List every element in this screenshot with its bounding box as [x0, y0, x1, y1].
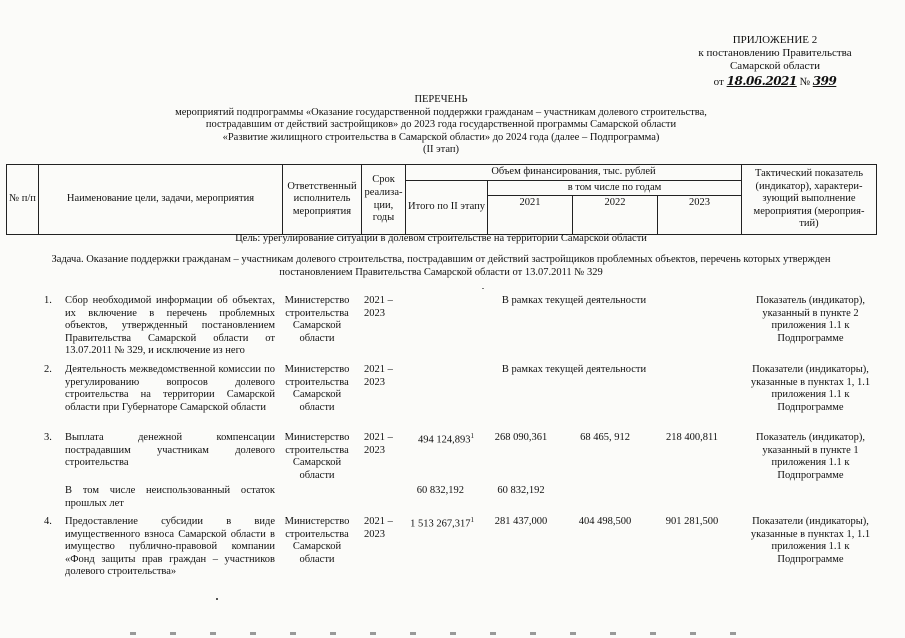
row-name: Предоставление субсидии в виде имущественного взноса Самарской области в имущество публично-правовой компании «Фонд защиты прав граждан – участников долевого строительства» [65, 516, 275, 578]
header-indicator: Тактический показатель (индикатор), характери-зующий выполнение мероприятия (мероприя-тий) [742, 165, 877, 235]
header-executor: Ответственный исполнитель мероприятия [283, 165, 362, 235]
row-term: 2021 – 2023 [364, 295, 393, 319]
header-year-2023: 2023 [658, 196, 742, 235]
row-2022: 68 465, 912 [580, 432, 630, 443]
row-2021: 60 832,192 [497, 485, 545, 496]
row-2023: 901 281,500 [665, 516, 719, 527]
row-num: 1. [44, 295, 52, 306]
row-name: В том числе неиспользованный остаток прошлых лет [65, 485, 275, 509]
header-by-years: в том числе по годам [488, 180, 742, 196]
row-num: 3. [44, 432, 52, 443]
row-indicator: Показатель (индикатор), указанный в пункте 2 приложения 1.1 к Подпрограмме [756, 295, 865, 344]
document-title [6, 94, 876, 157]
scan-edge-artifact [130, 632, 750, 635]
goal-line: Цель: урегулирование ситуации в долевом строительстве на территории Самарской области [235, 233, 647, 244]
row-indicator: Показатели (индикаторы), указанные в пунктах 1, 1.1 приложения 1.1 к Подпрограмме [750, 364, 871, 413]
handwritten-date: 18.06.2021 [726, 73, 797, 88]
row-executor: Министерство строительства Самарской области [284, 364, 350, 413]
row-executor: Министерство строительства Самарской области [284, 295, 350, 344]
row-2022: 404 498,500 [578, 516, 632, 527]
row-term: 2021 – 2023 [364, 432, 393, 456]
row-total [398, 432, 474, 447]
row-indicator: Показатель (индикатор), указанный в пункте 1 приложения 1.1 к Подпрограмме [756, 432, 865, 481]
task-line-1: Задача. Оказание поддержки гражданам – участникам долевого строительства, пострадавшим от действий застройщиков проблемных объектов, перечень которых утвержден [51, 254, 831, 265]
task-line-2: постановлением Правительства Самарской области от 13.07.2011 № 329 [279, 266, 603, 278]
row-funding-note: В рамках текущей деятельности [501, 364, 647, 375]
row-name: Выплата денежной компенсации пострадавшим участникам долевого строительства [65, 432, 275, 469]
row-total-value: 1 513 267,317 [410, 518, 471, 530]
header-num: № п/п [7, 165, 39, 235]
row-total-value: 494 124,893 [418, 434, 471, 446]
row-funding-note: В рамках текущей деятельности [501, 295, 647, 306]
appendix-title: ПРИЛОЖЕНИЕ 2 [732, 34, 818, 46]
appendix-block [690, 34, 860, 89]
row-2021: 268 090,361 [494, 432, 548, 443]
scan-speck [482, 288, 484, 289]
scan-speck [216, 598, 218, 600]
appendix-resolution: к постановлению Правительства [698, 47, 852, 60]
row-total-footnote: 1 [470, 516, 474, 524]
row-total [398, 516, 474, 531]
header-year-2022: 2022 [573, 196, 658, 235]
title-line-3: «Развитие жилищного строительства в Самарской области» до 2024 года (далее – Подпрограмма) [222, 131, 660, 143]
row-term: 2021 – 2023 [364, 516, 393, 540]
row-total: 60 832,192 [416, 485, 464, 496]
appendix-date-line [690, 74, 860, 89]
header-funding: Объем финансирования, тыс. рублей [406, 165, 742, 181]
row-term: 2021 – 2023 [364, 364, 393, 388]
row-num: 2. [44, 364, 52, 375]
header-total: Итого по II этапу [406, 180, 488, 235]
date-prefix: от [713, 75, 724, 88]
header-year-2021: 2021 [488, 196, 573, 235]
row-executor: Министерство строительства Самарской области [284, 516, 350, 565]
row-num: 4. [44, 516, 52, 527]
handwritten-number: 399 [812, 73, 837, 88]
task-block [6, 254, 876, 279]
title-line-1: мероприятий подпрограммы «Оказание государственной поддержки гражданам – участникам долевого строительства, [175, 106, 707, 118]
row-executor: Министерство строительства Самарской области [284, 432, 350, 481]
number-prefix: № [799, 75, 810, 88]
title-line-4: (II этап) [423, 144, 459, 156]
title-heading: ПЕРЕЧЕНЬ [414, 94, 468, 105]
row-name: Деятельность межведомственной комиссии по урегулированию вопросов долевого строительства на территории Самарской области при Губернаторе Самарской области [65, 364, 275, 413]
row-2023: 218 400,811 [665, 432, 719, 443]
table-header [6, 164, 877, 235]
title-line-2: пострадавшим от действий застройщиков» до 2023 года государственной программы Самарской области [205, 119, 677, 131]
row-name: Сбор необходимой информации об объектах, их включение в перечень проблемных объектов, утвержденный постановлением Правительства Самарской области от 13.07.2011 № 329, и исключение из него [65, 295, 275, 357]
header-name: Наименование цели, задачи, мероприятия [39, 165, 283, 235]
row-total-footnote: 1 [470, 432, 474, 440]
row-2021: 281 437,000 [494, 516, 548, 527]
appendix-region: Самарской области [729, 60, 821, 73]
row-indicator: Показатели (индикаторы), указанные в пунктах 1, 1.1 приложения 1.1 к Подпрограмме [750, 516, 871, 565]
header-term: Срок реализа-ции, годы [362, 165, 406, 235]
